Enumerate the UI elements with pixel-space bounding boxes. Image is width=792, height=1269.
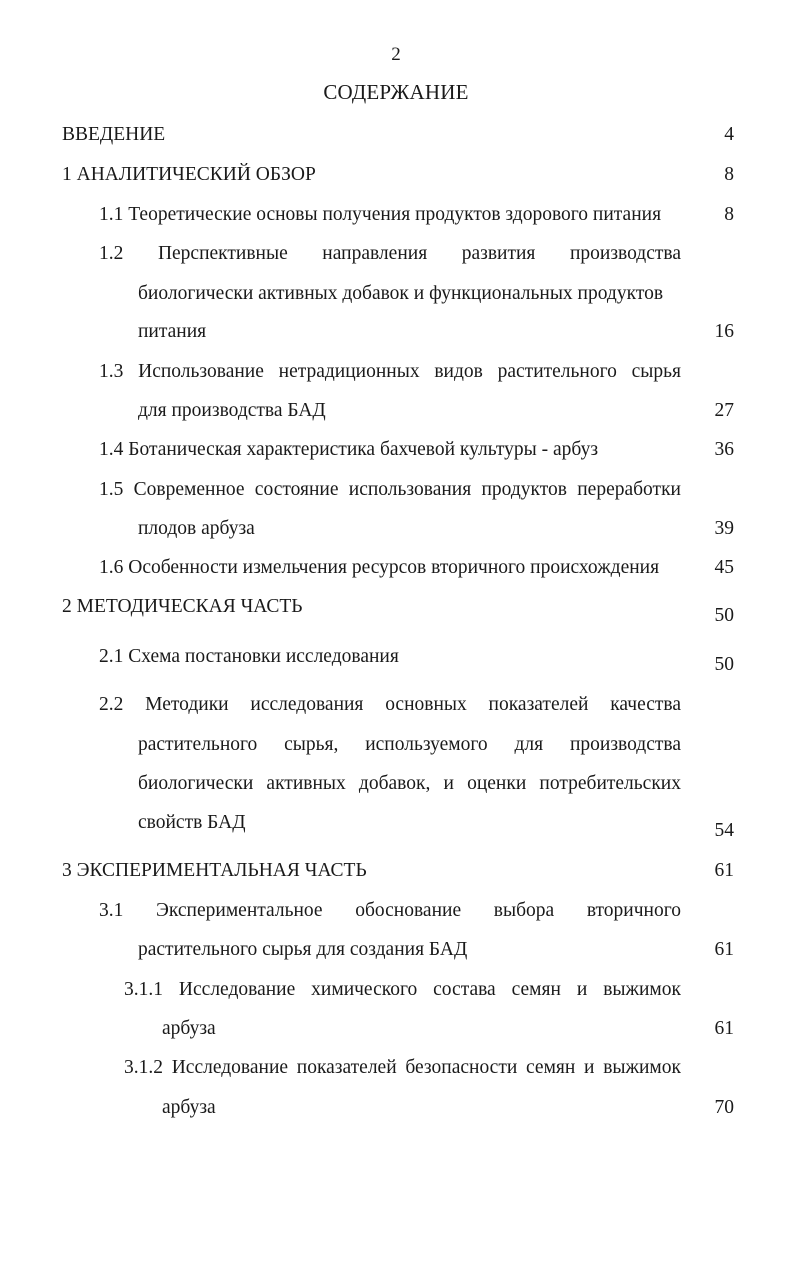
toc-entry-page: 50 — [714, 605, 734, 626]
toc-entry-page: 4 — [724, 124, 734, 145]
toc-entry-line: биологически активных добавок, и оценки потребительских — [138, 773, 681, 794]
toc-entry-text: 1.1 Теоретические основы получения продуктов здорового питания — [99, 204, 662, 225]
toc-entry-text: 3 ЭКСПЕРИМЕНТАЛЬНАЯ ЧАСТЬ — [62, 860, 367, 881]
toc-entry-text: 1.4 Ботаническая характеристика бахчевой культуры - арбуз — [99, 439, 599, 460]
page-title: СОДЕРЖАНИЕ — [323, 80, 469, 104]
toc-entry-line: растительного сырья, используемого для производства — [138, 734, 681, 755]
toc-entry-page: 16 — [714, 321, 734, 342]
toc-entry-page: 27 — [714, 400, 734, 421]
toc-entry-page: 8 — [724, 204, 734, 225]
toc-entry-page: 61 — [714, 939, 734, 960]
toc-entry-line: плодов арбуза — [138, 518, 255, 539]
toc-entry-line: арбуза — [162, 1018, 216, 1039]
toc-entry-line: 3.1 Экспериментальное обоснование выбора вторичного — [99, 900, 681, 921]
toc-entry-page: 54 — [714, 820, 734, 841]
toc-entry-page: 45 — [714, 557, 734, 578]
toc-entry-page: 61 — [714, 1018, 734, 1039]
page-number: 2 — [391, 44, 401, 65]
toc-entry-page: 36 — [714, 439, 734, 460]
toc-entry-page: 50 — [714, 654, 734, 675]
toc-entry-line: питания — [138, 321, 207, 342]
toc-entry-text: 1.6 Особенности измельчения ресурсов вторичного происхождения — [99, 557, 660, 578]
toc-entry-line: 3.1.2 Исследование показателей безопасности семян и выжимок — [124, 1057, 681, 1078]
toc-entry-text: 2.1 Схема постановки исследования — [99, 646, 399, 667]
toc-entry-page: 61 — [714, 860, 734, 881]
toc-entry-line: 1.2 Перспективные направления развития производства — [99, 243, 681, 264]
toc-entry-text: 2 МЕТОДИЧЕСКАЯ ЧАСТЬ — [62, 596, 303, 617]
toc-entry-line: растительного сырья для создания БАД — [138, 939, 468, 960]
toc-entry-line: свойств БАД — [138, 812, 246, 833]
toc-entry-line: 3.1.1 Исследование химического состава семян и выжимок — [124, 979, 681, 1000]
toc-entry-text: 1 АНАЛИТИЧЕСКИЙ ОБЗОР — [62, 164, 316, 185]
toc-entry-page: 39 — [714, 518, 734, 539]
toc-entry-line: 2.2 Методики исследования основных показателей качества — [99, 694, 681, 715]
toc-entry-text: ВВЕДЕНИЕ — [62, 124, 166, 145]
toc-entry-line: 1.3 Использование нетрадиционных видов растительного сырья — [99, 361, 681, 382]
toc-entry-line: арбуза — [162, 1097, 216, 1118]
toc-entry-line: биологически активных добавок и функциональных продуктов — [138, 283, 664, 304]
toc-entry-line: 1.5 Современное состояние использования продуктов переработки — [99, 479, 681, 500]
toc-entry-line: для производства БАД — [138, 400, 326, 421]
toc-entry-page: 70 — [714, 1097, 734, 1118]
toc-entry-page: 8 — [724, 164, 734, 185]
